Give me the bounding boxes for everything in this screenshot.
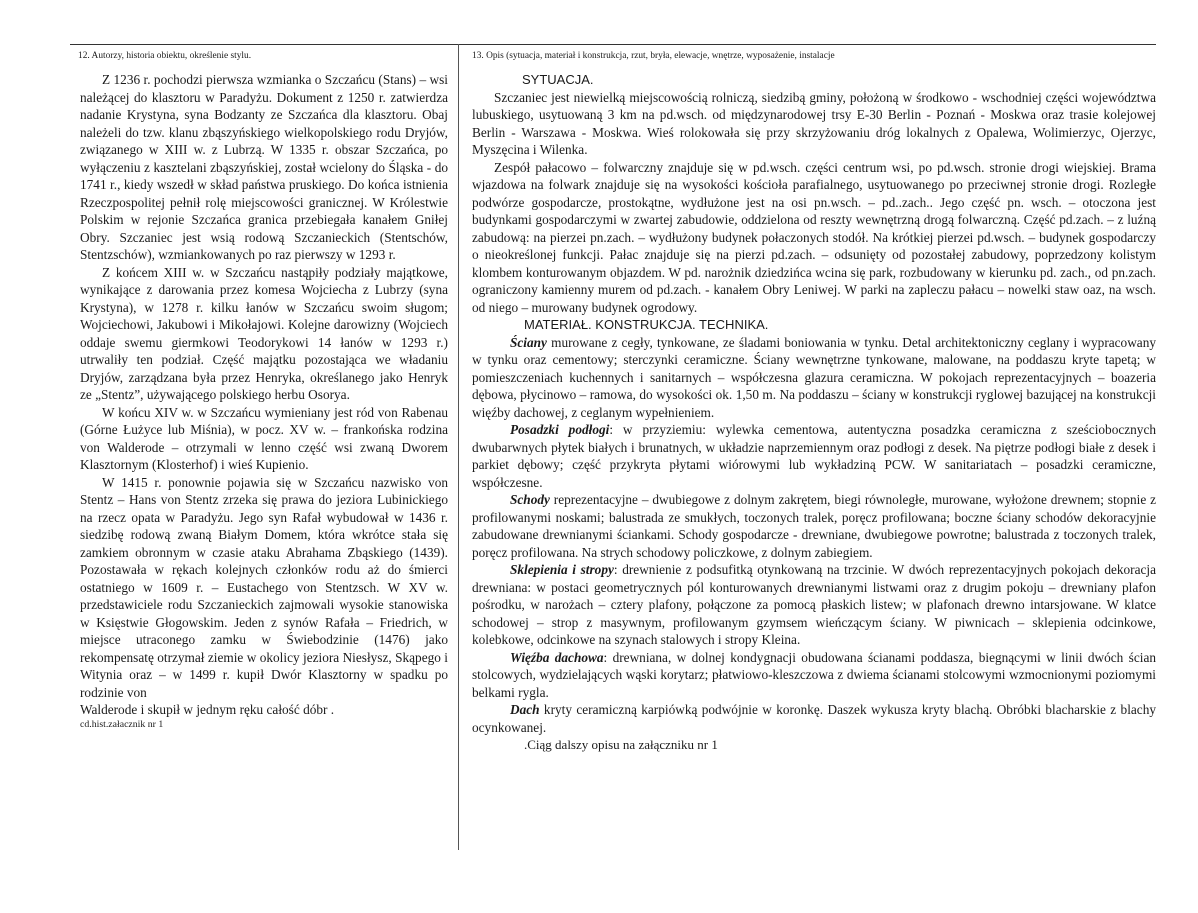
continuation-note: .Ciąg dalszy opisu na załączniku nr 1 xyxy=(524,737,718,752)
vaults-paragraph xyxy=(472,561,1156,649)
history-attachment-ref: cd.hist.załacznik nr 1 xyxy=(80,718,164,730)
walls-paragraph xyxy=(472,334,1156,422)
situation-paragraph: Szczaniec jest niewielką miejscowością rolniczą, siedzibą gminy, położoną w środkowo - wschodniej części województwa lubuskiego, usytuowaną 3 km na pd.wsch. od międzynarodowej trsy E-30 Berlin - Poznań - Moskwa oraz trasie kolejowej Berlin - Warszawa - Moskwa. Wieś rolokowała się przy skrzyżowaniu dróg lokalnych z Opalewa, Wolimierzyc, Ojerzyc, Myszęcina i Wilenka. xyxy=(472,89,1156,157)
situation-heading: SYTUACJA. xyxy=(522,72,594,87)
roof-truss-text: : drewniana, w dolnej kondygnacji obudowana ścianami poddasza, biegnącymi w linii dwóch ścian stolcowych, wydzielających wąski korytarz; płatwiowo-kleszczowa z dwiema ścianami stolcowymi wzmocnionymi poziomymi belkami rygla. xyxy=(472,649,1157,700)
walls-lead: Ściany xyxy=(510,334,547,350)
history-paragraph: Walderode i skupił w jednym ręku całość dóbr . xyxy=(80,702,335,717)
vaults-text: : drewnienie z podsufitką otynkowaną na trzcinie. W dwóch reprezentacyjnych pokojach dekoracja drewniana: w postaci geometrycznych pól konturowanych drewnianymi listwami oraz z drugim pokoju – drewniany plafon pośrodku, w narożach – cztery plafony, połączone za pomocą płaskich listew; w plafonach drewno intarsjowane. W klatce schodowej – strop z masywnym, profilowanym gzymsem wieńczącym ściany. W piwnicach – sklepienia odcinkowe, kolebkowe, odcinkowe na szynach stalowych i stropy Kleina. xyxy=(472,562,1156,647)
description-column xyxy=(472,50,1156,754)
roof-text: kryty ceramiczną karpiówką podwójnie w koronkę. Daszek wykusza kryty blachą. Obróbki blacharskie z blachy ocynkowanej. xyxy=(472,702,1156,735)
walls-text: murowane z cegły, tynkowane, ze śladami boniowania w tynku. Detal architektoniczny ceglany i wypracowany w tynku oraz cementowy; sterczynki ceramiczne. Ściany wewnętrzne tynkowane, malowane, na poddaszu kryte tapetą; w pomieszczeniach kuchennych i sanitarnych – współczesna glazura ceramiczna. W pokojach reprezentacyjnych – boazeria dębowa, płycinowo – ramowa, do wysokości ok. 1,50 m. Na poddaszu – ściany w konstrukcji ryglowej bazującej na konstrukcji więźby dachowej, z ceglanym wypełnieniem. xyxy=(472,334,1156,420)
situation-paragraph: Zespół pałacowo – folwarczny znajduje się w pd.wsch. części centrum wsi, po pd.wsch. stronie drogi wiejskiej. Brama wjazdowa na folwark znajduje się na wysokości kościoła parafialnego, usytuowanego po przeciwnej stronie drogi. Rozległe podwórze gospodarcze, prostokątne, wydłużone jest na osi pn.wsch. – pd..zach.. Jego część pn. wsch. – otoczona jest budynkami gospodarczymi w zwartej zabudowie, oddzielona od reszty wewnętrzną drogą folwarczną. Część pd.zach. – z luźną zabudową: na pierzei pn.zach. – wydłużony budynek połaczonych stodół. Na krótkiej pierzei pd.wsch. – budynek gospodarczy o nieokreślonej funkcji. Pałac znajduje się na pierzi pd.zach. – odsunięty od pozostałej zabudowy, poprzedzony kolistym klombem konturowanym objazdem. W pd. narożnik dziedzińca wcina się park, rozbudowany w kierunku pd. zach., od pn.zach. ograniczony kamienny murem od pd.zach. - kanałem Obry Leniwej. W parki na zapleczu pałacu – nowelki staw oaz, na wsch. od niego – murowany budynek ogrodowy. xyxy=(472,159,1156,315)
roof-paragraph xyxy=(472,701,1156,736)
history-column xyxy=(80,50,448,731)
stairs-text: reprezentacyjne – dwubiegowe z dolnym zakrętem, biegi równoległe, murowane, wyłożone drewnem; stopnie z profilowanymi noskami; balustrada ze smukłych, toczonych tralek, poręcz profilowana; boczne ściany schodów dekoracyjnie zabudowane drewnianymi ściankami. Schody gospodarcze - drewniane, dwubiegowe powrotne; balustrada z toczonych tralek, poręcz profilowana. Na strych schodowy policzkowe, z dolnym zabiegiem. xyxy=(472,492,1156,560)
top-rule xyxy=(70,44,1156,45)
floors-paragraph xyxy=(472,421,1156,491)
history-section-header: 12. Autorzy, historia obiektu, określenie stylu. xyxy=(78,51,252,61)
stairs-paragraph xyxy=(472,491,1156,561)
history-paragraph: W końcu XIV w. w Szczańcu wymieniany jest ród von Rabenau (Górne Łużyce lub Miśnia), w pocz. XV w. – frankońska rodzina von Walderode – otrzymali w lenno część wsi zwaną Dworem Klasztornym (Klosterhof) i wieś Kupienio. xyxy=(80,404,448,472)
roof-lead: Dach xyxy=(510,702,540,717)
history-paragraph: W 1415 r. ponownie pojawia się w Szczańcu nazwisko von Stentz – Hans von Stentz zrzeka się prawa do jeziora Lubinickiego na rzecz opata w Paradyżu. Jego syn Rafał wybudował w 1436 r. siedzibę rodową zwaną Białym Domem, która wkrótce stała się zamkiem obronnym w czasie ataku Abrahama Zbąskiego (1439). Pozostawała w rękach kolejnych członków rodu aż do śmierci ostatniego w 1609 r. – Eustachego von Stentzsch. W XV w. przedstawiciele rodu Szczanieckich zajmowali wysokie stanowiska w Księstwie Głogowskim. Jeden z synów Rafała – Friedrich, w miejsce utraconego zamku w Świebodzinie (1476) jako rekompensatę otrzymał ziemie w okolicy jeziora Niesłysz, Skąpego i Witynia oraz – w 1499 r. kupił Dwór Klasztorny w spadku po rodzinie von xyxy=(80,474,448,700)
floors-text: : w przyziemiu: wylewka cementowa, autentyczna posadzka ceramiczna z sześciobocznych dwubarwnych płytek białych i brunatnych, w układzie naprzemiennym oraz podłogi z desek. Na piętrze podłogi białe z desek i parkiet dębowy; część przykryta płytami wiórowymi lub wykładziną PCW. W sanitariatach – posadzki ceramiczne, współczesne. xyxy=(472,422,1156,490)
roof-truss-lead: Więźba dachowa xyxy=(510,649,604,665)
floors-lead: Posadzki podłogi xyxy=(510,422,610,437)
description-section-header: 13. Opis (sytuacja, materiał i konstrukcja, rzut, bryła, elewacje, wnętrze, wyposażenie, instalacje xyxy=(472,51,835,61)
vaults-lead: Sklepienia i stropy xyxy=(510,562,614,577)
column-divider xyxy=(458,44,459,850)
roof-truss-paragraph xyxy=(472,649,1156,702)
history-paragraph: Z 1236 r. pochodzi pierwsza wzmianka o Szczańcu (Stans) – wsi należącej do klasztoru w Paradyżu. Dokument z 1250 r. zatwierdza nadanie Krystyna, syna Bodzanty ze Szczańca dla klasztoru. Obaj należeli do tzw. klanu zbąszyńskiego wielkopolskiego rodu Dryjów, związanego w XIII w. z Lubrzą. W 1335 r. obszar Szczańca, po wyłączeniu z kasztelani zbąszyńskiej, został wcielony do Śląska - do 1741 r., kiedy wszedł w skład państwa pruskiego. Do końca istnienia Rzeczpospolitej pełnił rolę miejscowości granicznej. W Królestwie Polskim w rejonie Szczańca granica przebiegała kanałem Gniłej Obry. Szczaniec jest wsią rodową Szczanieckich (Stentschów, Stentzschów), wzmiankowanych po raz pierwszy w 1293 r. xyxy=(80,72,448,262)
history-paragraph: Z końcem XIII w. w Szczańcu nastąpiły podziały majątkowe, wynikające z darowania przez komesa Wojciecha z Lubrzy (syna Krystyna), w 1278 r. kilku łanów w Szczańcu swoim sługom; Wojciechowi, Jakubowi i Mikołajowi. Kolejne darowizny (Wojciech oddaje swemu giermkowi Teodorykowi 14 łanów w 1293 r.) utrwaliły ten podział. Część majątku pozostająca we władaniu Dryjów, zarządzana była przez Henryka, określanego jako Henryk ze „Stentz”, używającego polskiego herbu Osorya. xyxy=(80,264,448,402)
material-heading: MATERIAŁ. KONSTRUKCJA. TECHNIKA. xyxy=(524,317,769,332)
stairs-lead: Schody xyxy=(510,492,550,507)
